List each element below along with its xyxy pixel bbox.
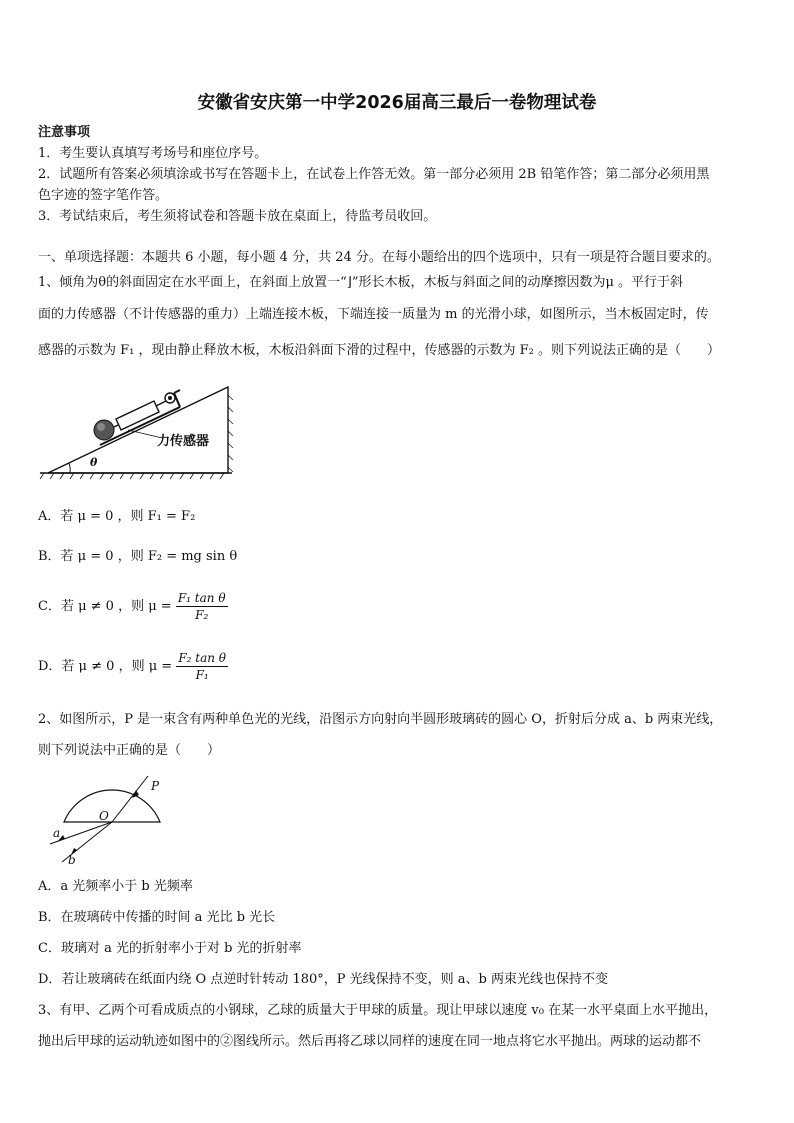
q1-stem: 感器的示数为 F₁ ，现由静止释放木板，木板沿斜面下滑的过程中，传感器的示数为 F₂ 。则下列说法正确的是（ ） [38, 343, 720, 358]
q3-stem: 抛出后甲球的运动轨迹如图中的②图线所示。然后再将乙球以同样的速度在同一地点将它水平抛出。两球的运动都不 [38, 1034, 702, 1049]
q2-option: B．在玻璃砖中传播的时间 a 光比 b 光长 [38, 910, 276, 925]
q2-stem: 则下列说法中正确的是（ ） [38, 743, 221, 758]
q2-option: D．若让玻璃砖在纸面内绕 O 点逆时针转动 180°，P 光线保持不变，则 a、b 两束光线也保持不变 [38, 972, 609, 987]
q1-option-c [38, 590, 228, 623]
q1-stem: 1、倾角为θ的斜面固定在水平面上，在斜面上放置一“⌋”形长木板，木板与斜面之间的动摩擦因数为μ 。平行于斜 [38, 275, 684, 290]
theta-label: θ [90, 456, 98, 469]
section-heading: 一、单项选择题：本题共 6 小题，每小题 4 分，共 24 分。在每小题给出的四个选项中，只有一项是符合题目要求的。 [38, 250, 720, 265]
option-d-fraction [176, 650, 228, 683]
fraction-denominator: F₂ [195, 608, 209, 622]
fraction-numerator: F₁ tan θ [177, 591, 226, 605]
q1-option-b: B．若 μ = 0 ，则 F₂ = mg sin θ [38, 549, 238, 564]
q2-option: A．a 光频率小于 b 光频率 [38, 879, 193, 894]
incline-figure [40, 375, 240, 485]
notice-item: 3．考试结束后，考生须将试卷和答题卡放在桌面上，待监考员收回。 [38, 209, 437, 224]
q2-option: C．玻璃对 a 光的折射率小于对 b 光的折射率 [38, 941, 302, 956]
notice-heading: 注意事项 [38, 125, 91, 140]
fraction-denominator: F₁ [195, 668, 209, 682]
notice-item: 2．试题所有答案必须填涂或书写在答题卡上，在试卷上作答无效。第一部分必须用 2B 铅笔作答；第二部分必须用黑 [38, 167, 710, 182]
option-c-fraction [176, 590, 228, 623]
page-title: 安徽省安庆第一中学2026届高三最后一卷物理试卷 [197, 93, 597, 113]
sensor-label: 力传感器 [157, 434, 210, 449]
ray-a-label: a [53, 826, 61, 840]
q1-option-a: A．若 μ = 0 ，则 F₁ = F₂ [38, 509, 196, 524]
ray-p-label: P [151, 779, 160, 793]
q1-stem: 面的力传感器（不计传感器的重力）上端连接木板，下端连接一质量为 m 的光滑小球，如图所示，当木板固定时，传 [38, 307, 709, 322]
center-o-label: O [99, 809, 109, 823]
q1-option-d [38, 650, 228, 683]
option-d-text: D．若 μ ≠ 0 ，则 μ = [38, 659, 173, 674]
q3-stem: 3、有甲、乙两个可看成质点的小钢球，乙球的质量大于甲球的质量。现让甲球以速度 v₀ 在某一水平桌面上水平抛出， [38, 1003, 718, 1018]
fraction-numerator: F₂ tan θ [178, 651, 227, 665]
ray-b-label: b [68, 853, 76, 867]
q2-stem: 2、如图所示，P 是一束含有两种单色光的光线，沿图示方向射向半圆形玻璃砖的圆心 O，折射后分成 a、b 两束光线， [38, 712, 723, 727]
notice-item: 色字迹的签字笔作答。 [38, 188, 169, 203]
option-c-text: C．若 μ ≠ 0 ，则 μ = [38, 599, 172, 614]
notice-item: 1．考生要认真填写考场号和座位序号。 [38, 146, 268, 161]
